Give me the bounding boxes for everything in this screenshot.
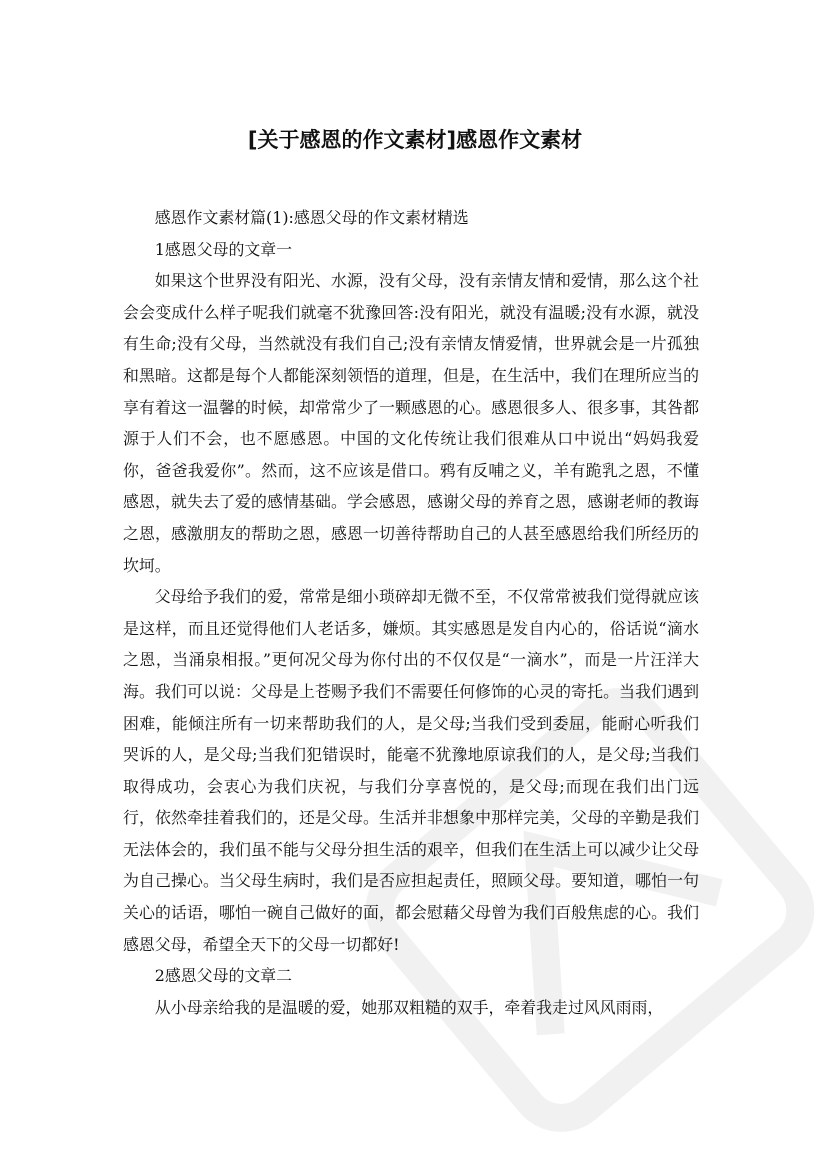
subsection-heading: 1感恩父母的文章一 xyxy=(154,239,293,259)
body-paragraph: 父母给予我们的爱，常常是细小琐碎却无微不至，不仅常常被我们觉得就应该是这样，而且还觉得他们人老话多，嫌烦。其实感恩是发自内心的，俗话说“滴水之恩，当涌泉相报。”更何况父母为你付出的不仅仅是“一滴水”，而是一片汪洋大海。我们可以说：父母是上苍赐予我们不需要任何修饰的心灵的寄托。当我们遇到困难，能倾注所有一切来帮助我们的人，是父母;当我们受到委屈，能耐心听我们哭诉的人，是父母;当我们犯错误时，能毫不犹豫地原谅我们的人，是父母;当我们取得成功，会衷心为我们庆祝，与我们分享喜悦的，是父母;而现在我们出门远行，依然牵挂着我们的，还是父母。生活并非想象中那样完美，父母的辛勤是我们无法体会的，我们虽不能与父母分担生活的艰辛，但我们在生活上可以减少让父母为自己操心。当父母生病时，我们是否应担起责任，照顾父母。要知道，哪怕一句关心的话语，哪怕一碗自己做好的面，都会慰藉父母曾为我们百般焦虑的心。我们感恩父母，希望全天下的父母一切都好! xyxy=(123,587,699,954)
subsection-heading: 2感恩父母的文章二 xyxy=(154,966,293,986)
document-body xyxy=(123,202,699,1023)
document-title: [关于感恩的作文素材]感恩作文素材 xyxy=(247,128,583,152)
body-paragraph: 如果这个世界没有阳光、水源，没有父母，没有亲情友情和爱情，那么这个社会会变成什么样子呢我们就毫不犹豫回答:没有阳光，就没有温暖;没有水源，就没有生命;没有父母，当然就没有我们自己;没有亲情友情爱情，世界就会是一片孤独和黑暗。这都是每个人都能深刻领悟的道理，但是，在生活中，我们在理所应当的享有着这一温馨的时候，却常常少了一颗感恩的心。感恩很多人、很多事，其咎都源于人们不会，也不愿感恩。中国的文化传统让我们很难从口中说出“妈妈我爱你，爸爸我爱你”。然而，这不应该是借口。鸦有反哺之义，羊有跪乳之恩，不懂感恩，就失去了爱的感情基础。学会感恩，感谢父母的养育之恩，感谢老师的教诲之恩，感激朋友的帮助之恩，感恩一切善待帮助自己的人甚至感恩给我们所经历的坎坷。 xyxy=(123,271,699,575)
body-paragraph: 从小母亲给我的是温暖的爱，她那双粗糙的双手，牵着我走过风风雨雨， xyxy=(154,997,664,1017)
section-heading: 感恩作文素材篇(1):感恩父母的作文素材精选 xyxy=(154,208,469,227)
